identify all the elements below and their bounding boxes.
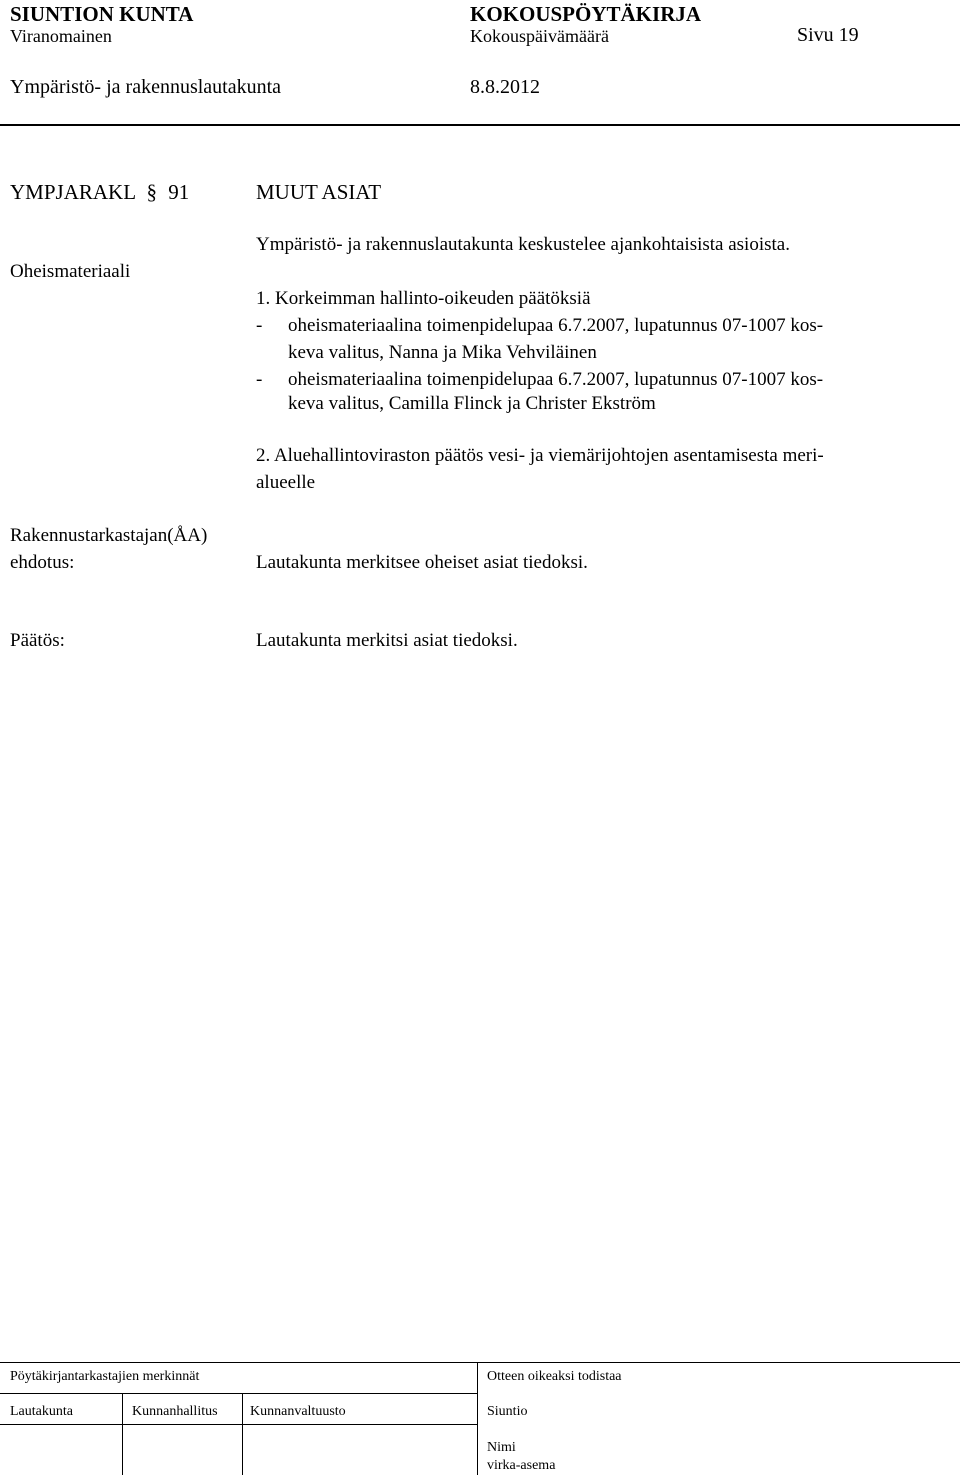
footer-divider: [477, 1362, 478, 1475]
bullet-1-line-1: oheismateriaalina toimenpidelupaa 6.7.2007, lupatunnus 07-1007 kos-: [288, 315, 824, 336]
bullet-2-dash: -: [256, 369, 263, 390]
certified-label: Otteen oikeaksi todistaa: [487, 1369, 622, 1384]
meeting-date-label: Kokouspäivämäärä: [470, 26, 609, 46]
reviewers-label: Pöytäkirjantarkastajien merkinnät: [10, 1369, 200, 1384]
section-2-line-1: 2. Aluehallintoviraston päätös vesi- ja viemärijohtojen asentamisesta meri-: [256, 445, 824, 466]
intro-text: Ympäristö- ja rakennuslautakunta keskustelee ajankohtaisista asioista.: [256, 234, 790, 255]
proposal-label-line-2: ehdotus:: [10, 552, 75, 573]
document-type: KOKOUSPÖYTÄKIRJA: [470, 2, 702, 26]
material-label: Oheismateriaali: [10, 261, 131, 282]
footer-position-label: virka-asema: [487, 1458, 556, 1473]
item-code-text: YMPJARAKL: [10, 180, 136, 204]
footer-reviewers-rule: [0, 1393, 477, 1394]
section-1-heading: 1. Korkeimman hallinto-oikeuden päätöksiä: [256, 288, 591, 309]
proposal-text: Lautakunta merkitsee oheiset asiat tiedoksi.: [256, 552, 588, 573]
org-name: SIUNTION KUNTA: [10, 2, 194, 26]
item-code: [10, 180, 189, 205]
section-2-line-2: alueelle: [256, 472, 316, 493]
decision-text: Lautakunta merkitsi asiat tiedoksi.: [256, 630, 518, 651]
item-title: MUUT ASIAT: [256, 180, 382, 204]
footer-columns-rule: [0, 1424, 477, 1425]
authority-label: Viranomainen: [10, 26, 112, 46]
bullet-1-dash: -: [256, 315, 263, 336]
bullet-2-line-2: keva valitus, Camilla Flinck ja Christer Ekström: [288, 393, 656, 414]
section-sign: §: [146, 180, 157, 204]
page-number: Sivu 19: [797, 24, 859, 46]
footer-col-divider-2: [242, 1394, 243, 1475]
decision-label: Päätös:: [10, 630, 65, 651]
bullet-1-line-2: keva valitus, Nanna ja Mika Vehviläinen: [288, 342, 597, 363]
footer-place: Siuntio: [487, 1404, 528, 1419]
authority-name: Ympäristö- ja rakennuslautakunta: [10, 76, 282, 98]
footer-col-lautakunta: Lautakunta: [10, 1404, 73, 1419]
header-rule: [0, 124, 960, 126]
item-number: 91: [168, 180, 190, 204]
footer-top-rule: [0, 1362, 960, 1363]
footer-col-kunnanhallitus: Kunnanhallitus: [132, 1404, 218, 1419]
footer-col-kunnanvaltuusto: Kunnanvaltuusto: [250, 1404, 346, 1419]
footer-col-divider-1: [122, 1394, 123, 1475]
footer-name-label: Nimi: [487, 1440, 516, 1455]
meeting-date: 8.8.2012: [470, 76, 540, 98]
proposal-label-line-1: Rakennustarkastajan(ÅA): [10, 525, 208, 546]
bullet-2-line-1: oheismateriaalina toimenpidelupaa 6.7.2007, lupatunnus 07-1007 kos-: [288, 369, 824, 390]
